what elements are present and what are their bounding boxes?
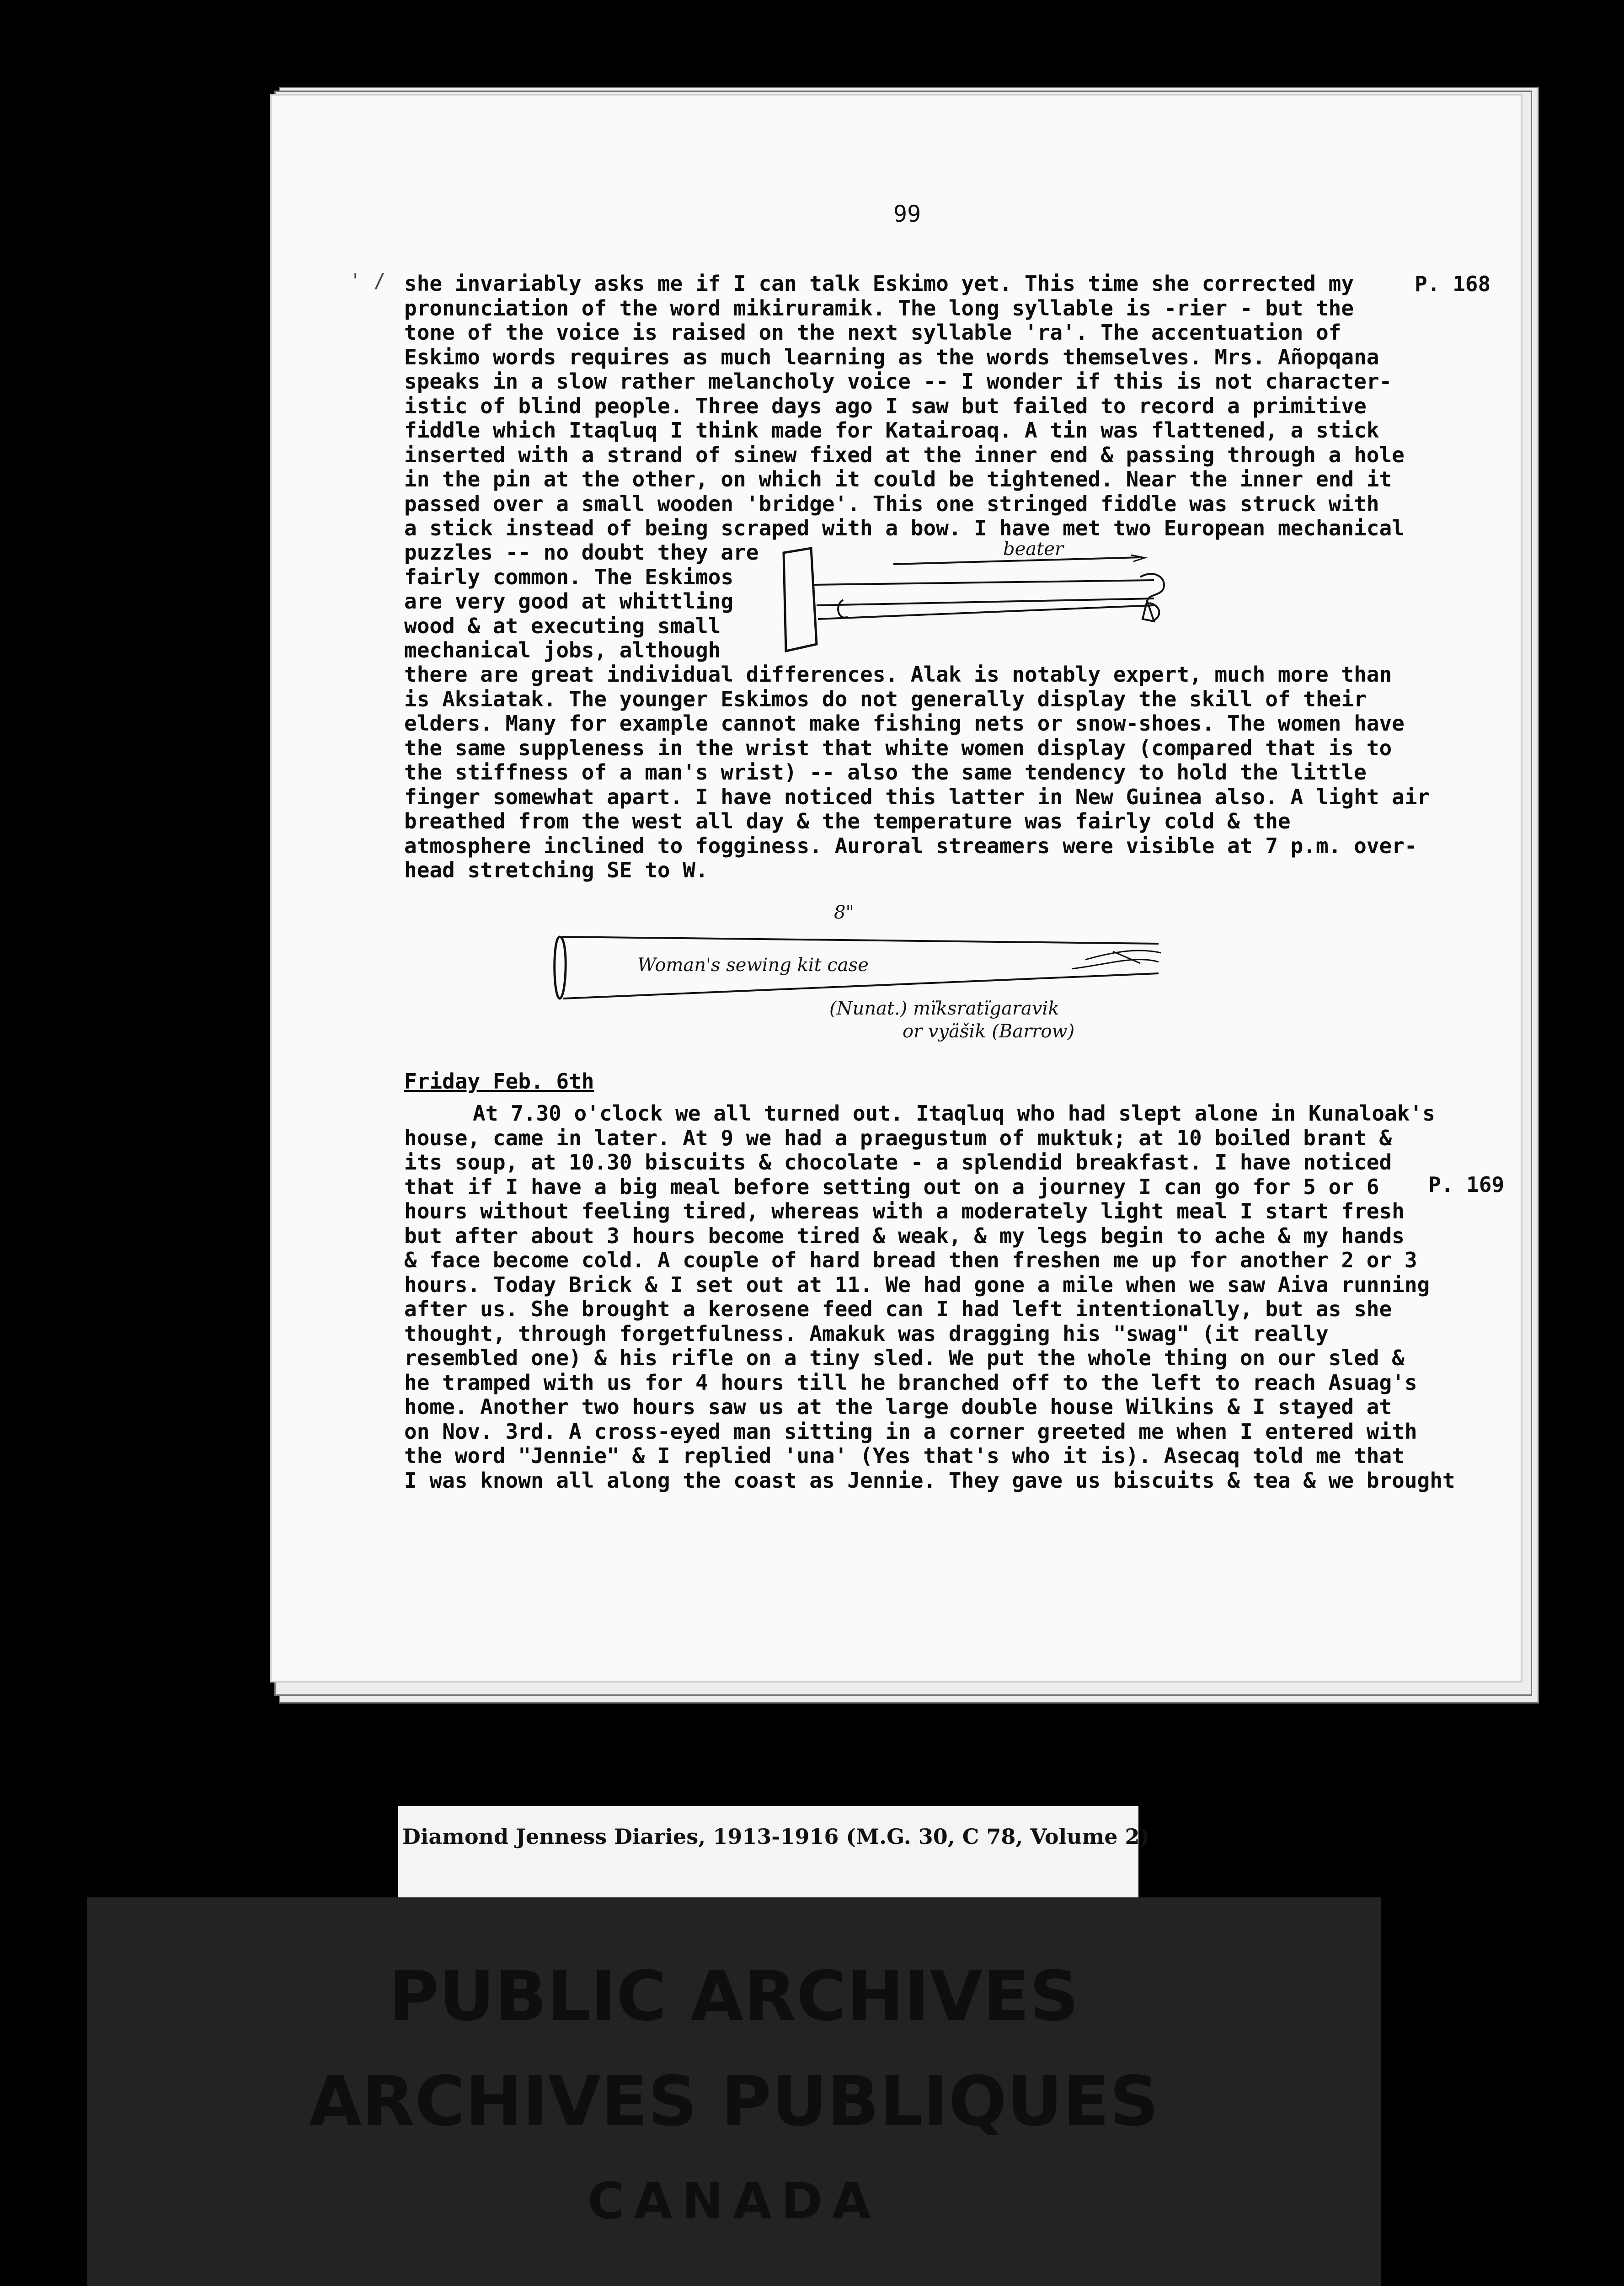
text-line: thought, through forgetfulness. Amakuk was dragging his "swag" (it really [404,1321,1329,1346]
text-line: I was known all along the coast as Jennie. They gave us biscuits & tea & we brought [404,1468,1455,1493]
archive-stamp [87,1897,1381,2286]
text-line: At 7.30 o'clock we all turned out. Itaqluq who had slept alone in Kunaloak's [473,1101,1435,1126]
archive-label-text: Diamond Jenness Diaries, 1913-1916 (M.G. 30, C 78, Volume 2) [402,1824,1150,1849]
text-line: its soup, at 10.30 biscuits & chocolate - a splendid breakfast. I have noticed [404,1150,1392,1175]
text-line: she invariably asks me if I can talk Eskimo yet. This time she corrected my [404,271,1354,296]
text-line: hours without feeling tired, whereas with a moderately light meal I start fresh [404,1199,1405,1223]
sewing-dimension: 8" [834,902,854,923]
margin-ref-169: P. 169 [1428,1172,1505,1197]
sewing-native-name-2: or vyäšik (Barrow) [903,1021,1075,1042]
text-line: a stick instead of being scraped with a bow. I have met two European mechanical [404,516,1405,540]
text-line: the word "Jennie" & I replied 'una' (Yes that's who it is). Asecaq told me that [404,1443,1405,1468]
text-line: head stretching SE to W. [404,858,708,882]
text-line: that if I have a big meal before setting out on a journey I can go for 5 or 6 [404,1174,1379,1199]
document-page [270,94,1522,1682]
text-line: inserted with a strand of sinew fixed at the inner end & passing through a hole [404,442,1405,467]
margin-tick: ' / [349,269,386,293]
text-line: the stiffness of a man's wrist) -- also the same tendency to hold the little [404,760,1367,785]
text-line: resembled one) & his rifle on a tiny sled. We put the whole thing on our sled & [404,1346,1405,1370]
text-line: the same suppleness in the wrist that white women display (compared that is to [404,735,1392,760]
text-line: atmosphere inclined to fogginess. Auroral streamers were visible at 7 p.m. over- [404,833,1417,858]
text-line: finger somewhat apart. I have noticed this latter in New Guinea also. A light air [404,784,1430,809]
wrap-text [404,540,770,663]
stamp-line-1: PUBLIC ARCHIVES [389,1957,1079,2036]
text-line: tone of the voice is raised on the next syllable 'ra'. The accentuation of [404,320,1341,345]
paragraph-1 [404,271,1405,541]
text-line: hours. Today Brick & I set out at 11. We had gone a mile when we saw Aiva running [404,1272,1430,1297]
sewing-native-name-1: (Nunat.) mïksratïgaravik [829,998,1059,1019]
text-line: home. Another two hours saw us at the large double house Wilkins & I stayed at [404,1394,1392,1419]
text-line: Eskimo words requires as much learning as the words themselves. Mrs. Añopqana [404,344,1379,369]
text-line: is Aksiatak. The younger Eskimos do not generally display the skill of their [404,686,1367,711]
text-line: mechanical jobs, although [404,638,721,662]
text-line: breathed from the west all day & the temperature was fairly cold & the [404,809,1291,833]
text-line: wood & at executing small [404,613,721,638]
text-line: in the pin at the other, on which it could be tightened. Near the inner end it [404,467,1392,491]
text-line: he tramped with us for 4 hours till he branched off to the left to reach Asuag's [404,1370,1417,1395]
text-line: pronunciation of the word mikiruramik. The long syllable is -rier - but the [404,295,1354,320]
text-line: fairly common. The Eskimos [404,564,734,589]
stamp-line-2: ARCHIVES PUBLIQUES [309,2062,1159,2142]
text-line: speaks in a slow rather melancholy voice -- I wonder if this is not character- [404,369,1392,394]
stamp-line-3: CANADA [588,2172,880,2230]
paragraph-3 [404,1101,1455,1493]
paragraph-2 [404,662,1430,883]
sewing-caption: Woman's sewing kit case [637,955,869,976]
fiddle-label: beater [1003,541,1063,560]
text-line: are very good at whittling [404,589,734,614]
text-line: house, came in later. At 9 we had a praegustum of muktuk; at 10 boiled brant & [404,1125,1392,1150]
text-line: istic of blind people. Three days ago I saw but failed to record a primitive [404,393,1367,418]
entry-heading: Friday Feb. 6th [404,1069,594,1094]
sewing-kit-sketch [546,900,1255,1051]
archive-label-strip [398,1806,1150,1897]
page-number: 99 [893,201,921,227]
text-line: fiddle which Itaqluq I think made for Katairoaq. A tin was flattened, a stick [404,418,1379,443]
text-line: elders. Many for example cannot make fishing nets or snow-shoes. The women have [404,711,1405,736]
text-line: on Nov. 3rd. A cross-eyed man sitting in a corner greeted me when I entered with [404,1419,1417,1444]
text-line: but after about 3 hours become tired & weak, & my legs begin to ache & my hands [404,1223,1405,1248]
text-line: & face become cold. A couple of hard bread then freshen me up for another 2 or 3 [404,1248,1417,1272]
text-line: there are great individual differences. Alak is notably expert, much more than [404,662,1392,687]
fiddle-sketch [775,541,1232,665]
text-line: passed over a small wooden 'bridge'. This one stringed fiddle was struck with [404,491,1379,516]
text-line: puzzles -- no doubt they are [404,540,759,565]
text-line: after us. She brought a kerosene feed can I had left intentionally, but as she [404,1297,1392,1321]
margin-ref-168: P. 168 [1415,272,1491,296]
